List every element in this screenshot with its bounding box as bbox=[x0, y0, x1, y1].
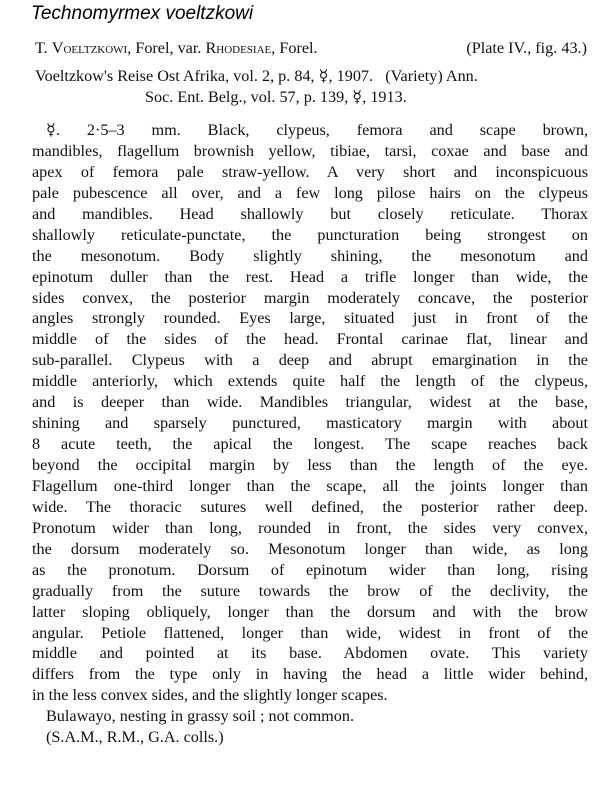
locality-note: Bulawayo, nesting in grassy soil ; not common. bbox=[46, 707, 354, 726]
description-line: sides convex, the posterior margin moderately concave, the posterior bbox=[32, 288, 588, 307]
description-line: middle and pointed at its base. Abdomen ovate. This variety bbox=[32, 644, 588, 663]
description-line: shining and sparsely punctured, masticatory margin with about bbox=[32, 414, 588, 433]
description-line: the dorsum moderately so. Mesonotum longer than wide, as long bbox=[32, 539, 588, 558]
variety-name: Rhodesiae bbox=[205, 39, 272, 57]
taxon-name: Voeltzkowi bbox=[51, 39, 128, 57]
description-line: Flagellum one-third longer than the scape, all the joints longer than bbox=[32, 476, 588, 495]
description-line: mandibles, flagellum brownish yellow, tibiae, tarsi, coxae and base and bbox=[32, 141, 588, 160]
description-line: middle anteriorly, which extends quite half the length of the clypeus, bbox=[32, 372, 588, 391]
citation-author: , Forel, var. bbox=[127, 39, 206, 57]
description-line: as the pronotum. Dorsum of epinotum wider than long, rising bbox=[32, 560, 588, 579]
species-title: Technomyrmex voeltzkowi bbox=[31, 3, 254, 24]
description-line: epinotum duller than the rest. Head a trifle longer than wide, the bbox=[32, 267, 588, 286]
citation-prefix: T. bbox=[35, 39, 52, 57]
collections-note: (S.A.M., R.M., G.A. colls.) bbox=[46, 728, 224, 747]
citation-suffix: , Forel. bbox=[271, 39, 318, 57]
species-description bbox=[32, 120, 588, 748]
description-line: in the less convex sides, and the slightly longer scapes. bbox=[32, 686, 388, 705]
description-line: and is deeper than wide. Mandibles triangular, widest at the base, bbox=[32, 393, 588, 412]
description-line: gradually from the suture towards the brow of the declivity, the bbox=[32, 581, 588, 600]
description-line: ☿. 2·5–3 mm. Black, clypeus, femora and scape brown, bbox=[46, 121, 588, 139]
description-line: sub-parallel. Clypeus with a deep and abrupt emargination in the bbox=[32, 351, 588, 370]
description-line: and mandibles. Head shallowly but closely reticulate. Thorax bbox=[32, 204, 588, 223]
description-line: beyond the occipital margin by less than the length of the eye. bbox=[32, 456, 588, 474]
description-line: angles strongly rounded. Eyes large, situated just in front of the bbox=[32, 309, 588, 328]
citation-line-2: Voeltzkow's Reise Ost Afrika, vol. 2, p. 84, ☿, 1907. (Variety) Ann. bbox=[35, 67, 478, 85]
description-line: pale pubescence all over, and a few long pilose hairs on the clypeus bbox=[32, 183, 588, 202]
description-line: Pronotum wider than long, rounded in front, the sides very convex, bbox=[32, 518, 588, 537]
description-line: the mesonotum. Body slightly shining, the mesonotum and bbox=[32, 246, 588, 265]
citation-line-3: Soc. Ent. Belg., vol. 57, p. 139, ☿, 1913. bbox=[145, 88, 407, 106]
description-line: middle of the sides of the head. Frontal carinae flat, linear and bbox=[32, 330, 588, 349]
description-line: differs from the type only in having the head a little wider behind, bbox=[32, 665, 588, 684]
plate-reference: (Plate IV., fig. 43.) bbox=[466, 39, 587, 57]
description-line: shallowly reticulate-punctate, the puncturation being strongest on bbox=[32, 225, 588, 244]
description-line: apex of femora pale straw-yellow. A very short and inconspicuous bbox=[32, 162, 588, 181]
description-line: angular. Petiole flattened, longer than wide, widest in front of the bbox=[32, 623, 588, 642]
description-line: wide. The thoracic sutures well defined, the posterior rather deep. bbox=[32, 497, 588, 516]
citation-line-1 bbox=[35, 38, 587, 58]
description-line: 8 acute teeth, the apical the longest. The scape reaches back bbox=[32, 435, 588, 454]
description-line: latter sloping obliquely, longer than the dorsum and with the brow bbox=[32, 602, 588, 621]
